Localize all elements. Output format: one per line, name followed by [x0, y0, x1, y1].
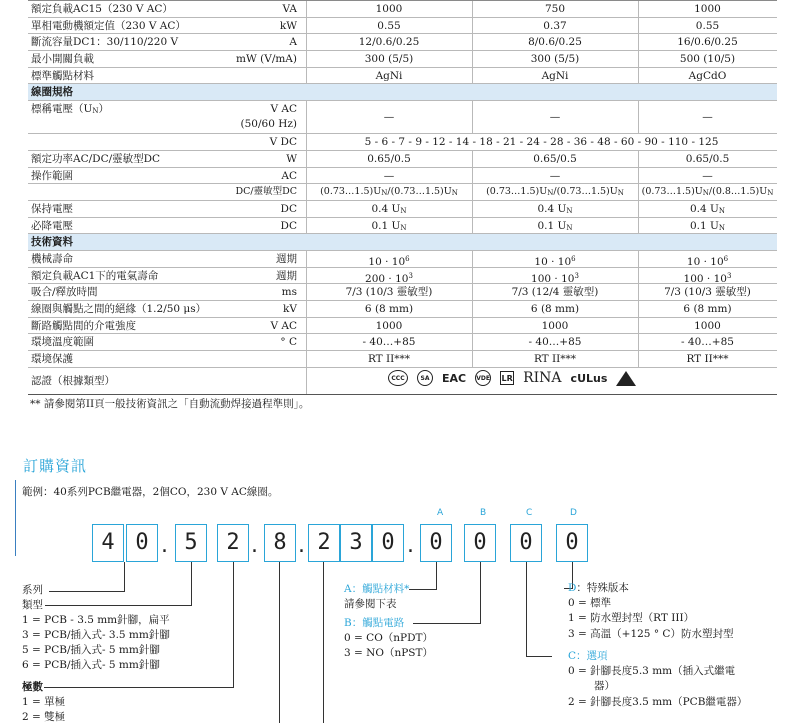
code-digit: 0 — [372, 524, 404, 562]
options-option: 0 = 針腳長度5.3 mm（插入式繼電 — [568, 665, 736, 677]
table-row — [28, 151, 777, 168]
row-unit: 週期 — [276, 252, 297, 265]
value-cell: 0.4 UN — [537, 202, 573, 215]
row-unit: DC — [280, 202, 297, 215]
connector-line — [45, 605, 192, 606]
code-dot: . — [298, 533, 305, 558]
table-row — [28, 218, 777, 235]
value-cell: RT II*** — [367, 353, 411, 366]
special-version-option: 1 = 防水塑封型（RT III） — [568, 612, 695, 624]
row-unit: kW — [279, 19, 297, 32]
section-title: 技術資料 — [31, 236, 73, 249]
connector-line — [413, 623, 481, 624]
value-cell: AgCdO — [688, 69, 727, 82]
connector-line — [409, 589, 437, 590]
contact-circuit-option: 3 = NO（nPST） — [344, 647, 433, 659]
row-label: 最小開關負載 — [31, 53, 94, 66]
certification-marks — [388, 370, 636, 386]
value-cell: 7/3 (10/3 靈敏型) — [664, 286, 751, 299]
row-unit: mW (V/mA) — [236, 53, 297, 66]
accent-bar — [15, 480, 16, 556]
options-option: 2 = 針腳長度3.5 mm（PCB繼電器） — [568, 696, 748, 708]
row-label: 單相電動機額定值（230 V AC） — [31, 19, 186, 32]
table-row — [28, 1, 777, 18]
special-version-option: 0 = 標準 — [568, 597, 612, 609]
code-dot: . — [161, 533, 168, 558]
row-label: 環境保護 — [31, 353, 73, 366]
value-cell: $100 \cdot 10^3$ — [683, 271, 732, 285]
row-unit: W — [286, 152, 297, 165]
value-cell: 0.65/0.5 — [367, 152, 411, 165]
table-row — [28, 51, 777, 68]
row-label: 認證（根據類型） — [31, 374, 115, 387]
row-label: 吸合/釋放時間 — [31, 286, 98, 299]
value-cell: — — [549, 111, 561, 124]
table-row — [28, 351, 777, 368]
table-row — [28, 184, 777, 201]
value-cell: AgNi — [375, 69, 403, 82]
connector-line — [526, 562, 527, 657]
row-unit: V AC — [270, 103, 297, 116]
lloyds-mark-icon: LR — [500, 371, 514, 385]
connector-line — [49, 591, 125, 592]
row-unit: ° C — [280, 336, 297, 349]
value-cell: $10 \cdot 10^6$ — [368, 254, 410, 268]
code-digit: 0 — [420, 524, 452, 562]
table-row — [28, 334, 777, 351]
value-cell: AgNi — [541, 69, 569, 82]
code-digit: 2 — [308, 524, 340, 562]
value-cell: RT II*** — [686, 353, 729, 366]
code-digit: 0 — [556, 524, 588, 562]
type-option: 6 = PCB/插入式- 5 mm針腳 — [22, 659, 160, 671]
value-cell: — — [383, 169, 395, 182]
type-option: 3 = PCB/插入式- 3.5 mm針腳 — [22, 629, 170, 641]
code-letter: B — [480, 508, 487, 518]
value-cell: 7/3 (12/4 靈敏型) — [511, 286, 599, 299]
row-unit: DC/靈敏型DC — [235, 186, 297, 198]
value-cell: 0.65/0.5 — [685, 152, 730, 165]
cul-us-mark-icon: cULus — [570, 371, 608, 385]
value-cell: 7/3 (10/3 靈敏型) — [345, 286, 433, 299]
value-cell: (0.73…1.5)UN/(0.73…1.5)UN — [320, 186, 458, 198]
table-row — [28, 18, 777, 35]
value-cell: — — [383, 111, 395, 124]
value-cell: 5 - 6 - 7 - 9 - 12 - 14 - 18 - 21 - 24 - 28 - 36 - 48 - 60 - 90 - 110 - 125 — [364, 136, 719, 149]
row-label: 操作範圍 — [31, 169, 73, 182]
row-label: 斷流容量DC1：30/110/220 V — [31, 36, 179, 49]
value-cell: - 40…+85 — [681, 336, 734, 349]
value-cell: 0.65/0.5 — [533, 152, 577, 165]
code-letter: D — [570, 508, 577, 518]
contact-material-heading: A：觸點材料* — [344, 583, 410, 595]
poles-option: 1 = 單極 — [22, 696, 66, 708]
spec-table — [28, 0, 777, 395]
table-row — [28, 101, 777, 134]
series-label: 系列 — [22, 584, 43, 596]
row-label: 額定負載AC1下的電氣壽命 — [31, 269, 159, 282]
code-digit: 5 — [175, 524, 207, 562]
value-cell: $100 \cdot 10^3$ — [531, 271, 579, 285]
value-cell: 0.1 UN — [371, 219, 407, 232]
contact-circuit-heading: B：觸點電路 — [344, 617, 405, 629]
connector-line — [124, 562, 125, 592]
row-label: 必降電壓 — [31, 219, 73, 232]
code-digit: 2 — [217, 524, 249, 562]
value-cell: 0.4 UN — [689, 202, 725, 215]
table-row — [28, 318, 777, 335]
row-label: 線圈與觸點之間的絕緣（1.2/50 μs） — [31, 303, 207, 315]
options-option-cont: 器） — [594, 680, 615, 692]
table-row — [28, 251, 777, 268]
connector-line — [279, 562, 280, 723]
value-cell: 0.55 — [377, 19, 401, 32]
value-cell: 0.1 UN — [537, 219, 573, 232]
value-cell: 1000 — [694, 319, 721, 332]
value-cell: $10 \cdot 10^6$ — [534, 254, 576, 268]
row-unit: A — [289, 36, 297, 49]
vde-mark-icon: VDE — [475, 370, 491, 386]
type-heading: 類型 — [22, 599, 43, 611]
value-cell: 6 (8 mm) — [683, 303, 732, 315]
order-example: 範例：40系列PCB繼電器，2個CO，230 V AC線圈。 — [22, 486, 279, 498]
value-cell: — — [702, 169, 713, 182]
row-unit: AC — [281, 169, 297, 182]
ccc-mark-icon: CCC — [388, 370, 408, 386]
contact-circuit-option: 0 = CO（nPDT） — [344, 632, 434, 644]
connector-line — [44, 687, 234, 688]
code-digit: 0 — [510, 524, 542, 562]
poles-option: 2 = 雙極 — [22, 711, 66, 723]
value-cell: 1000 — [541, 319, 569, 332]
row-label: 標準觸點材料 — [31, 69, 94, 82]
connector-line — [323, 562, 324, 723]
footnote: ** 請參閱第II頁一般技術資訊之「自動流動焊接過程準則」。 — [30, 398, 310, 410]
code-letter: C — [526, 508, 533, 518]
table-row — [28, 134, 777, 151]
code-digit: 0 — [464, 524, 496, 562]
value-cell: $10 \cdot 10^6$ — [686, 254, 729, 268]
value-cell: 0.1 UN — [689, 219, 725, 232]
value-cell: 12/0.6/0.25 — [358, 36, 420, 49]
value-cell: — — [702, 111, 713, 124]
code-digit: 0 — [126, 524, 158, 562]
value-cell: - 40…+85 — [362, 336, 416, 349]
value-cell: 6 (8 mm) — [530, 303, 580, 315]
value-cell: $200 \cdot 10^3$ — [365, 271, 413, 285]
value-cell: 1000 — [694, 3, 721, 15]
contact-material-note: 請參閱下表 — [344, 598, 397, 610]
section-header-tech — [28, 234, 777, 251]
rina-mark-icon: RINA — [523, 370, 562, 386]
value-cell: 300 (5/5) — [530, 53, 580, 66]
table-row — [28, 268, 777, 285]
row-label: 機械壽命 — [31, 252, 73, 265]
value-cell: 1000 — [375, 3, 403, 15]
value-cell: 0.55 — [695, 19, 720, 32]
order-title: 訂購資訊 — [23, 457, 88, 475]
table-bottom-rule — [28, 394, 777, 395]
triangle-mark-icon — [616, 371, 636, 386]
code-dot: . — [407, 533, 414, 558]
value-cell: (0.73…1.5)UN/(0.8…1.5)UN — [641, 186, 774, 198]
special-version-heading: D：特殊版本 — [568, 582, 629, 594]
section-header-coil — [28, 84, 777, 101]
poles-heading: 極數 — [22, 681, 43, 693]
row-label: 標稱電壓（UN） — [31, 103, 109, 116]
value-cell: 8/0.6/0.25 — [528, 36, 582, 49]
value-cell: 500 (10/5) — [679, 53, 736, 66]
row-unit: V DC — [269, 136, 297, 149]
value-cell: - 40…+85 — [528, 336, 582, 349]
code-digit: 8 — [264, 524, 296, 562]
value-cell: RT II*** — [533, 353, 577, 366]
row-unit: ms — [281, 286, 297, 299]
value-cell: 0.4 UN — [371, 202, 407, 215]
row-unit: V AC — [270, 319, 297, 332]
row-label: 保持電壓 — [31, 202, 73, 215]
value-cell: 750 — [544, 3, 566, 15]
value-cell: 0.37 — [543, 19, 567, 32]
connector-line — [480, 562, 481, 624]
code-letter: A — [437, 508, 444, 518]
code-digit: 4 — [92, 524, 124, 562]
options-heading: C：選項 — [568, 650, 608, 662]
value-cell: (0.73…1.5)UN/(0.73…1.5)UN — [486, 186, 624, 198]
eac-mark-icon: EAC — [442, 371, 467, 385]
row-unit: kV — [283, 303, 297, 315]
special-version-option: 3 = 高溫（+125 ° C）防水塑封型 — [568, 628, 734, 640]
type-option: 1 = PCB - 3.5 mm針腳，扁平 — [22, 614, 170, 626]
row-label: 額定功率AC/DC/靈敏型DC — [31, 152, 161, 165]
table-row — [28, 284, 777, 301]
row-label: 環境溫度範圍 — [31, 336, 94, 349]
value-cell: 1000 — [375, 319, 403, 332]
table-row — [28, 201, 777, 218]
value-cell: 16/0.6/0.25 — [677, 36, 738, 49]
value-cell: — — [549, 169, 561, 182]
connector-line — [526, 656, 552, 657]
connector-line — [233, 562, 234, 688]
section-title: 線圈規格 — [31, 86, 73, 99]
row-unit: 週期 — [276, 269, 297, 282]
value-cell: 300 (5/5) — [364, 53, 414, 66]
row-label: 額定負載AC15（230 V AC） — [31, 3, 173, 15]
csa-mark-icon: SA — [417, 370, 433, 386]
row-unit: VA — [282, 3, 297, 15]
code-digit: 3 — [340, 524, 372, 562]
code-dot: . — [251, 533, 258, 558]
row-label: 斷路觸點間的介電強度 — [31, 319, 136, 332]
row-unit: (50/60 Hz) — [240, 118, 297, 131]
table-row — [28, 68, 777, 85]
row-unit: DC — [280, 219, 297, 232]
table-row — [28, 34, 777, 51]
table-row — [28, 168, 777, 185]
connector-line — [191, 562, 192, 606]
type-option: 5 = PCB/插入式- 5 mm針腳 — [22, 644, 160, 656]
connector-line — [436, 562, 437, 590]
table-row — [28, 301, 777, 318]
value-cell: 6 (8 mm) — [364, 303, 414, 315]
